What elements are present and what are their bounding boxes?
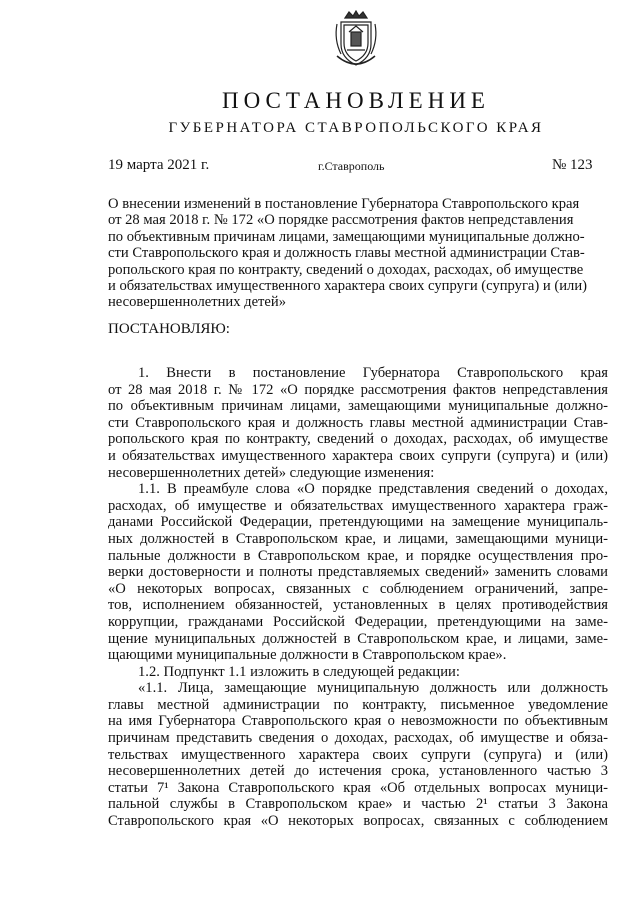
decree-heading: ПОСТАНОВЛЯЮ: <box>108 321 230 337</box>
body-line: коррупции, гражданами Российской Федерации, претендующими на заме- <box>108 613 608 630</box>
body-line: несовершеннолетних детей до истечения срока, установленного частью 3 <box>108 763 608 780</box>
body-line: и обязательствах имущественного характера своих супруги (супруга) и (или) <box>108 447 608 464</box>
document-body <box>108 365 608 830</box>
body-line: несовершеннолетних детей» следующие изменения: <box>108 464 435 481</box>
body-line: данами Российской Федерации, претендующими на замещение муниципаль- <box>108 514 608 531</box>
body-line: 1. Внести в постановление Губернатора Ставропольского края <box>138 365 608 381</box>
document-subtitle: ГУБЕРНАТОРА СТАВРОПОЛЬСКОГО КРАЯ <box>168 120 544 136</box>
body-line: пальной службы в Ставропольском крае» и частью 2¹ статьи 3 Закона <box>108 796 608 813</box>
body-line: от 28 мая 2018 г. № 172 «О порядке рассмотрения фактов непредставления <box>108 381 608 398</box>
body-line: пальные должности в Ставропольском крае, и порядке осуществления про- <box>108 547 608 564</box>
body-line: тов, исполнением обязанностей, установленных в целях противодействия <box>108 597 608 614</box>
subject-line: сти Ставропольского края и должность главы местной администрации Став- <box>108 245 585 262</box>
document-number: № 123 <box>552 157 593 173</box>
body-line: щающими муниципальные должности в Ставропольском крае». <box>108 647 507 664</box>
body-line: 1.1. В преамбуле слова «О порядке представления сведений о доходах, <box>138 481 608 498</box>
body-line: по объективным причинам лицами, замещающими муниципальные должно- <box>108 398 608 415</box>
document-subject <box>108 196 608 311</box>
subject-line: и обязательствах имущественного характера своих супруги (супруга) и (или) <box>108 278 587 295</box>
coat-of-arms-icon <box>333 10 379 68</box>
body-line: Ставропольского края «О некоторых вопросах, связанных с соблюдением <box>108 813 608 830</box>
body-line: расходах, об имуществе и обязательствах имущественного характера граж- <box>108 497 608 514</box>
subject-line: несовершеннолетних детей» <box>108 294 287 311</box>
subject-line: от 28 мая 2018 г. № 172 «О порядке рассмотрения фактов непредставления <box>108 212 574 229</box>
body-line: «1.1. Лица, замещающие муниципальную должность или должность <box>138 680 608 697</box>
body-line: сти Ставропольского края и должность главы местной администрации Став- <box>108 414 608 431</box>
body-line: 1.2. Подпункт 1.1 изложить в следующей редакции: <box>138 663 460 680</box>
body-line: причинам представить сведения о доходах, расходах, об имуществе и обяза- <box>108 730 608 747</box>
body-line: на имя Губернатора Ставропольского края о невозможности по объективным <box>108 713 608 730</box>
subject-line: ропольского края по контракту, сведений о доходах, расходах, об имуществе <box>108 261 584 278</box>
subject-line: по объективным причинам лицами, замещающими муниципальные должно- <box>108 228 585 245</box>
body-line: статьи 7¹ Закона Ставропольского края «Об отдельных вопросах муници- <box>108 779 608 796</box>
body-line: щение муниципальных должностей в Ставропольском крае, и лицами, заме- <box>108 630 608 647</box>
body-line: ных должностей в Ставропольском крае, и лицами, замещающими муници- <box>108 530 608 547</box>
body-line: верки достоверности и полноты представляемых сведений» заменить словами <box>108 564 608 581</box>
document-city: г.Ставрополь <box>318 159 385 173</box>
body-line: тельствах имущественного характера своих супруги (супруга) и (или) <box>108 746 608 763</box>
body-line: ропольского края по контракту, сведений о доходах, расходах, об имуществе <box>108 431 608 448</box>
document-title: ПОСТАНОВЛЕНИЕ <box>222 88 490 113</box>
document-date: 19 марта 2021 г. <box>108 157 210 173</box>
body-line: главы местной администрации по контракту, письменное уведомление <box>108 696 608 713</box>
subject-line: О внесении изменений в постановление Губернатора Ставропольского края <box>108 196 580 212</box>
body-line: «О некоторых вопросах, связанных с соблюдением ограничений, запре- <box>108 580 608 597</box>
